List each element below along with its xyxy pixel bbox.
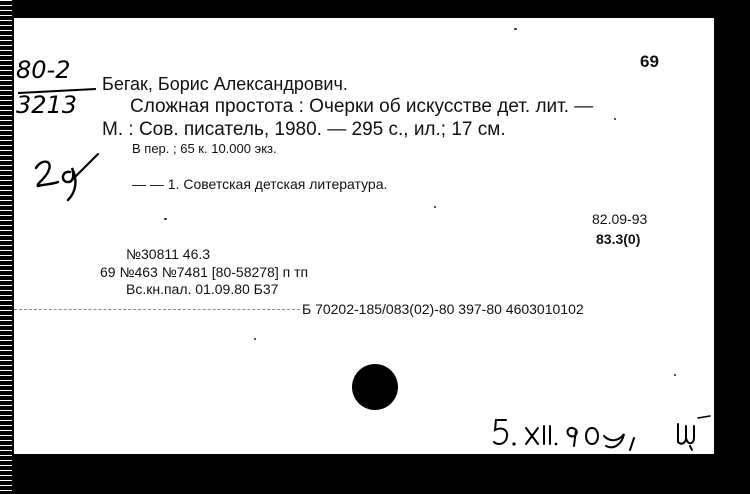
accession-line-2: 69 №463 №7481 [80-58278] п тп — [100, 264, 309, 280]
scan-speck — [514, 28, 517, 30]
scan-speck — [434, 206, 436, 208]
call-number-top: 80-2 — [16, 56, 71, 84]
punch-hole — [352, 364, 398, 410]
publication-line: М. : Сов. писатель, 1980. — 295 с., ил.; 17 см. — [102, 119, 506, 140]
title-line: Сложная простота : Очерки об искусстве дет. лит. — — [130, 96, 594, 117]
binding-price-line: В пер. ; 65 к. 10.000 экз. — [132, 141, 277, 156]
scan-speck — [674, 374, 676, 376]
accession-line-3: Вс.кн.пал. 01.09.80 Б37 — [126, 281, 279, 297]
handwritten-note — [32, 150, 102, 210]
call-number-bottom: 3213 — [16, 91, 78, 119]
author-heading: Бегак, Борис Александрович. — [102, 74, 348, 94]
page-number: 69 — [640, 52, 659, 71]
dashed-leader — [14, 309, 300, 310]
accession-line-1: №30811 46.3 — [126, 246, 211, 262]
catalog-card — [14, 18, 714, 454]
classification-code-1: 82.09-93 — [592, 211, 648, 227]
classification-code-2: 83.3(0) — [596, 231, 641, 247]
scan-speck — [254, 338, 256, 340]
handwritten-date — [492, 414, 714, 454]
scan-speck — [164, 218, 167, 220]
scanner-edge-strip — [0, 0, 12, 494]
isbn-line: Б 70202-185/083(02)-80 397-80 4603010102 — [302, 301, 584, 317]
subject-line: — — 1. Советская детская литература. — [132, 176, 388, 192]
scan-speck — [614, 118, 616, 120]
